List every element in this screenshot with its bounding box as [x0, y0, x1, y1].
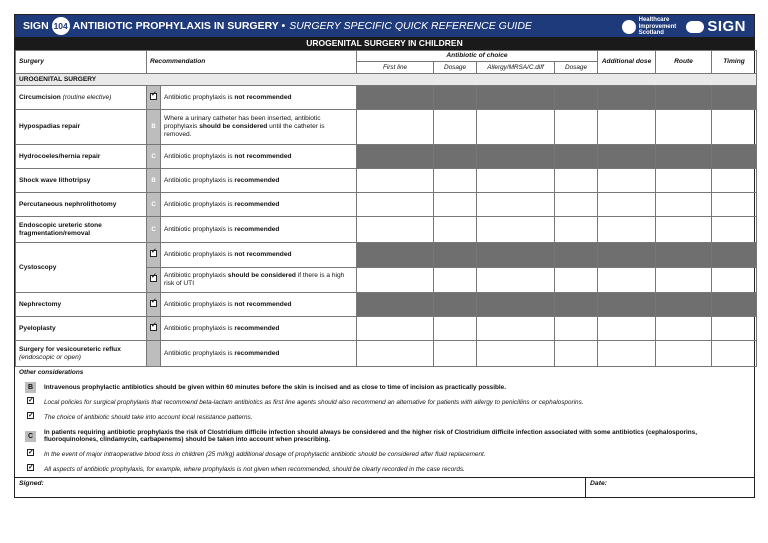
sign-logo [686, 18, 746, 35]
entry-cell [434, 145, 477, 169]
entry-cell[interactable] [555, 217, 598, 243]
entry-cell [656, 293, 712, 317]
entry-cell [555, 86, 598, 110]
grade-c-badge: C [147, 193, 161, 217]
entry-cell[interactable] [434, 317, 477, 341]
entry-cell [357, 145, 434, 169]
entry-cell [712, 293, 757, 317]
recommendation: Antibiotic prophylaxis is not recommended [161, 145, 357, 169]
entry-cell [598, 86, 656, 110]
reference-guide-page [14, 14, 755, 498]
entry-cell [656, 86, 712, 110]
surgery-name: Hypospadias repair [16, 110, 147, 145]
entry-cell[interactable] [712, 341, 757, 367]
consideration-item [19, 447, 750, 462]
good-practice-point [25, 412, 36, 423]
header-timing: Timing [712, 51, 757, 74]
entry-cell[interactable] [477, 341, 555, 367]
header-surgery: Surgery [16, 51, 147, 74]
entry-cell[interactable] [555, 169, 598, 193]
entry-cell[interactable] [598, 169, 656, 193]
entry-cell[interactable] [656, 217, 712, 243]
surgery-name: Nephrectomy [16, 293, 147, 317]
his-line-1: Healthcare [638, 17, 670, 23]
entry-cell [357, 86, 434, 110]
entry-cell[interactable] [555, 341, 598, 367]
entry-cell [712, 145, 757, 169]
header-antibiotic-choice: Antibiotic of choice [357, 51, 598, 62]
good-practice-check-icon [27, 397, 34, 404]
entry-cell[interactable] [656, 193, 712, 217]
banner-title: ANTIBIOTIC PROPHYLAXIS IN SURGERY • [72, 20, 286, 32]
surgery-name: Shock wave lithotripsy [16, 169, 147, 193]
entry-cell[interactable] [434, 341, 477, 367]
recommendation: Antibiotic prophylaxis is recommended [161, 193, 357, 217]
good-practice-check-icon [150, 324, 157, 331]
entry-cell [434, 293, 477, 317]
entry-cell [555, 293, 598, 317]
entry-cell[interactable] [357, 317, 434, 341]
header-additional-dose: Additional dose [598, 51, 656, 74]
banner-subtitle: SURGERY SPECIFIC QUICK REFERENCE GUIDE [289, 20, 532, 32]
table-row [16, 169, 757, 193]
good-practice-check-icon [27, 412, 34, 419]
entry-cell [477, 86, 555, 110]
recommendation-cystoscopy-a: Antibiotic prophylaxis is not recommended [161, 243, 357, 268]
grade-c-badge: C [147, 145, 161, 169]
surgery-name: Circumcision (routine elective) [16, 86, 147, 110]
table-row [16, 193, 757, 217]
table-row [16, 145, 757, 169]
grade-cell [147, 86, 161, 110]
entry-cell[interactable] [477, 317, 555, 341]
consideration-text: The choice of antibiotic should take into account local resistance patterns. [44, 414, 253, 421]
logos [622, 17, 746, 37]
good-practice-point [25, 464, 36, 475]
recommendation: Antibiotic prophylaxis is recommended [161, 341, 357, 367]
recommendation: Antibiotic prophylaxis is recommended [161, 217, 357, 243]
recommendation: Antibiotic prophylaxis is recommended [161, 317, 357, 341]
grade-b-badge: B [147, 169, 161, 193]
entry-cell[interactable] [712, 317, 757, 341]
table-row [16, 217, 757, 243]
surgery-name: Pyeloplasty [16, 317, 147, 341]
entry-cell [555, 145, 598, 169]
entry-cell[interactable] [434, 193, 477, 217]
guideline-number-badge: 104 [52, 17, 70, 35]
sign-bird-icon [686, 21, 704, 33]
good-practice-check-icon [150, 275, 157, 282]
consideration-text: In patients requiring antibiotic prophylaxis the risk of Clostridium difficile infection should always be considered and the higher risk of Clostridium difficile infection associated with some antibiotics (cephalosporins, fluoroquinolones, clindamycin, carbapenems) should be taken into account when prescribing. [44, 429, 698, 443]
recommendation: Where a urinary catheter has been inserted, antibiotic prophylaxis should be considered until the catheter is removed. [161, 110, 357, 145]
entry-cell[interactable] [477, 169, 555, 193]
entry-cell[interactable] [357, 193, 434, 217]
grade-badge: B [25, 382, 36, 393]
entry-cell[interactable] [555, 193, 598, 217]
his-logo-icon [622, 20, 636, 34]
consideration-item [19, 395, 750, 410]
entry-cell[interactable] [598, 193, 656, 217]
banner-prefix: SIGN [23, 20, 49, 32]
good-practice-point [25, 397, 36, 408]
entry-cell [598, 145, 656, 169]
consideration-text: Intravenous prophylactic antibiotics should be given within 60 minutes before the skin is incised and as close to time of incision as practically possible. [44, 384, 507, 391]
entry-cell[interactable] [477, 110, 555, 145]
entry-cell [656, 145, 712, 169]
prophylaxis-table [15, 50, 757, 367]
entry-cell[interactable] [712, 169, 757, 193]
entry-cell[interactable] [598, 317, 656, 341]
recommendation: Antibiotic prophylaxis is recommended [161, 169, 357, 193]
grade-c-badge: C [147, 217, 161, 243]
date-field[interactable]: Date: [590, 480, 607, 487]
good-practice-check-icon [27, 449, 34, 456]
entry-cell[interactable] [598, 217, 656, 243]
entry-cell [477, 145, 555, 169]
entry-cell[interactable] [598, 341, 656, 367]
entry-cell[interactable] [656, 169, 712, 193]
table-row [16, 317, 757, 341]
entry-cell[interactable] [656, 341, 712, 367]
entry-cell[interactable] [477, 217, 555, 243]
header-route: Route [656, 51, 712, 74]
grade-badge: C [25, 431, 36, 442]
header-allergy: Allergy/MRSA/C.diff [477, 62, 555, 74]
good-practice-point [25, 449, 36, 460]
section-title-bar: UROGENITAL SURGERY IN CHILDREN [15, 37, 754, 50]
header-dosage-2: Dosage [555, 62, 598, 74]
consideration-item [19, 462, 750, 477]
good-practice-check-icon [27, 464, 34, 471]
his-line-3: Scotland [638, 30, 664, 36]
sign-logo-text: SIGN [707, 18, 746, 36]
surgery-name: Percutaneous nephrolithotomy [16, 193, 147, 217]
grade-b-badge: B [147, 110, 161, 145]
header-recommendation: Recommendation [147, 51, 357, 74]
entry-cell[interactable] [357, 169, 434, 193]
entry-cell [357, 293, 434, 317]
grade-cell [147, 268, 161, 293]
entry-cell[interactable] [555, 110, 598, 145]
entry-cell [477, 293, 555, 317]
entry-cell [712, 86, 757, 110]
his-line-2: Improvement [638, 23, 677, 30]
entry-cell[interactable] [477, 193, 555, 217]
consideration-text: All aspects of antibiotic prophylaxis, for example, where prophylaxis is not given when recommended, should be clearly recorded in the case records. [44, 466, 465, 473]
surgery-name: Surgery for vesicoureteric reflux (endoscopic or open) [16, 341, 147, 367]
grade-cell [147, 341, 161, 367]
entry-cell [598, 293, 656, 317]
entry-cell[interactable] [434, 169, 477, 193]
section-heading: UROGENITAL SURGERY [16, 74, 757, 86]
signed-field[interactable]: Signed: [15, 478, 586, 497]
recommendation: Antibiotic prophylaxis is not recommended [161, 86, 357, 110]
consideration-text: In the event of major intraoperative blood loss in children (25 ml/kg) additional dosage of prophylactic antibiotic should be considered after fluid replacement. [44, 451, 486, 458]
surgery-name: Hydrocoeles/hernia repair [16, 145, 147, 169]
recommendation-cystoscopy-b: Antibiotic prophylaxis should be considered if there is a high risk of UTI [161, 268, 357, 293]
other-considerations-list [19, 380, 750, 477]
entry-cell[interactable] [656, 317, 712, 341]
other-considerations [15, 367, 754, 477]
table-row [16, 293, 757, 317]
other-considerations-title: Other considerations [19, 369, 84, 376]
consideration-item [19, 425, 750, 447]
entry-cell[interactable] [434, 110, 477, 145]
table-row [16, 341, 757, 367]
signature-footer [15, 477, 754, 497]
grade-cell [147, 243, 161, 268]
entry-cell[interactable] [598, 110, 656, 145]
entry-cell[interactable] [357, 217, 434, 243]
entry-cell[interactable] [712, 217, 757, 243]
grade-cell [147, 317, 161, 341]
header-banner [15, 15, 754, 37]
recommendation: Antibiotic prophylaxis is not recommended [161, 293, 357, 317]
good-practice-check-icon [150, 93, 157, 100]
entry-cell[interactable] [357, 341, 434, 367]
header-first-line: First line [357, 62, 434, 74]
header-dosage: Dosage [434, 62, 477, 74]
grade-cell [147, 293, 161, 317]
consideration-item [19, 380, 750, 395]
good-practice-check-icon [150, 300, 157, 307]
surgery-name-cystoscopy: Cystoscopy [16, 243, 147, 293]
entry-cell[interactable] [712, 193, 757, 217]
entry-cell[interactable] [434, 217, 477, 243]
entry-cell[interactable] [555, 317, 598, 341]
good-practice-check-icon [150, 250, 157, 257]
entry-cell[interactable] [656, 110, 712, 145]
consideration-item [19, 410, 750, 425]
table-row [16, 86, 757, 110]
table-row [16, 110, 757, 145]
surgery-name: Endoscopic ureteric stone fragmentation/removal [16, 217, 147, 243]
his-logo [622, 17, 677, 37]
entry-cell [434, 86, 477, 110]
consideration-text: Local policies for surgical prophylaxis that recommend beta-lactam antibiotics as first line agents should also recommend an alternative for patients with allergy to penicillins or cephalosporins. [44, 399, 584, 406]
entry-cell[interactable] [357, 110, 434, 145]
entry-cell[interactable] [712, 110, 757, 145]
